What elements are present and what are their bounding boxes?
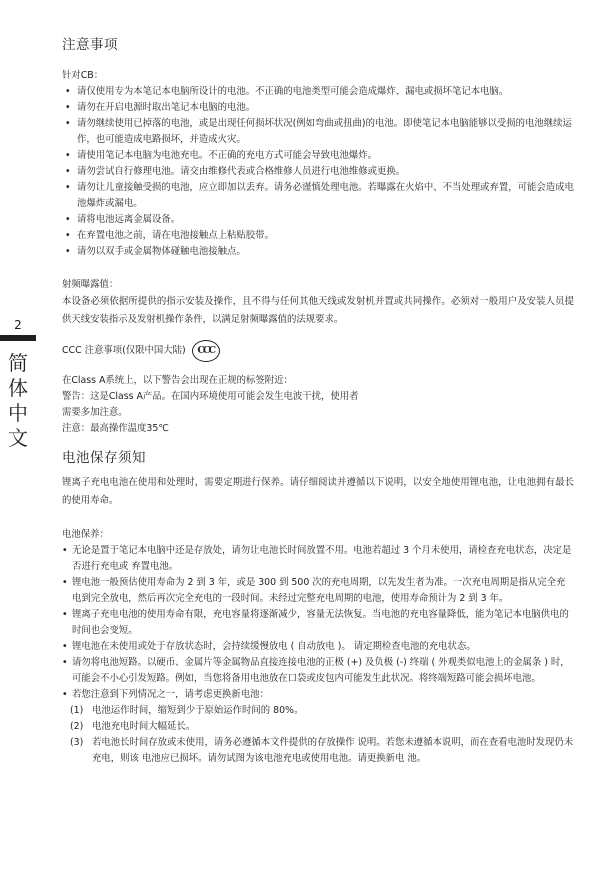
cb-heading: 针对CB： — [62, 70, 104, 81]
list-item: • 请勿在开启电源时取出笔记本电脑的电池。 — [62, 100, 574, 116]
list-item: • 请勿尝试自行修理电池。请交由维修代表或合格维修人员进行电池维修或更换。 — [62, 164, 574, 180]
item-number: (1) — [70, 705, 84, 716]
cb-list — [62, 84, 574, 260]
rf-text: 本设备必须依据所提供的指示安装及操作，且不得与任何其他天线或发射机并置或共同操作。必须对一般用户及安装人员提供天线安装指示及发射机操作条件，以满足射频曝露值的法规要求。 — [62, 296, 574, 325]
battery-intro: 锂离子充电电池在使用和处理时，需要定期进行保养。请仔细阅读并遵循以下说明，以安全地使用锂电池，让电池拥有最长的使用寿命。 — [62, 477, 574, 506]
ccc-label: CCC 注意事项(仅限中国大陆) — [62, 345, 186, 356]
item-text: 若电池长时间存放或未使用，请务必遵循本文件提供的存放操作 说明。若您未遵循本说明，而在查看电池时发现仍未充电，则该 电池应已损坏。请勿试图为该电池充电或使用电池。请更换新电 池。 — [92, 737, 574, 764]
list-item — [62, 719, 574, 735]
list-item — [62, 703, 574, 719]
item-number: (3) — [70, 737, 84, 748]
side-tab — [0, 318, 36, 451]
class-a-line: 在Class A系统上，以下警告会出现在正规的标签附近： — [62, 375, 293, 386]
list-item: • 请勿以双手或金属物体碰触电池接触点。 — [62, 244, 574, 260]
ccc-notice — [62, 340, 574, 362]
list-item: • 请将电池远离金属设备。 — [62, 212, 574, 228]
list-item: • 请使用笔记本电脑为电池充电。不正确的充电方式可能会导致电池爆炸。 — [62, 148, 574, 164]
replace-conditions-list — [62, 703, 574, 767]
page-number: 2 — [14, 318, 22, 332]
section-marker-bar — [0, 335, 36, 341]
list-item: • 无论是置于笔记本电脑中还是存放处，请勿让电池长时间放置不用。电池若超过 3 个月未使用，请检查充电状态，决定是否进行充电或 弃置电池。 — [62, 543, 574, 575]
list-item: • 请勿继续使用已掉落的电池，或是出现任何损坏状况(例如弯曲或扭曲)的电池。即使笔记本电脑能够以受损的电池继续运作，也可能造成电路损坏，并造成火灾。 — [62, 116, 574, 148]
list-item: • 请仅使用专为本笔记本电脑所设计的电池。不正确的电池类型可能会造成爆炸、漏电或损坏笔记本电脑。 — [62, 84, 574, 100]
language-label-char: 简 — [8, 351, 28, 375]
item-text: 电池充电时间大幅延长。 — [92, 721, 196, 732]
ccc-logo: CCC — [192, 340, 220, 362]
language-label-char: 体 — [8, 376, 28, 400]
class-a-line: 注意：最高操作温度35℃ — [62, 423, 169, 434]
battery-care-heading: 电池保养： — [62, 529, 109, 540]
page-content — [62, 35, 574, 767]
list-item — [62, 735, 574, 767]
item-text: 电池运作时间，缩短到少于原始运作时间的 80%。 — [92, 705, 304, 716]
language-label-char: 中 — [8, 401, 28, 425]
list-item: • 锂电池一般预估使用寿命为 2 到 3 年，或是 300 到 500 次的充电周期，以先发生者为准。一次充电周期是指从完全充电到完全放电，然后再次完全充电的一段时间。未经过完整充电周期的电池，使用寿命预计为 2 到 3 年。 — [62, 575, 574, 607]
list-item: • 锂电池在未使用或处于存放状态时，会持续缓慢放电 ( 自动放电 )。 请定期检查电池的充电状态。 — [62, 639, 574, 655]
item-number: (2) — [70, 721, 84, 732]
list-item: • 请勿让儿童接触受损的电池，应立即加以丢弃。请务必谨慎处理电池。若曝露在火焰中、不当处理或弃置，可能会造成电池爆炸或漏电。 — [62, 180, 574, 212]
language-label — [0, 351, 36, 451]
language-label-char: 文 — [8, 426, 28, 450]
battery-care-list — [62, 543, 574, 703]
list-item: • 请勿将电池短路。以硬币、金属片等金属物品直接连接电池的正极 (+) 及负极 (-) 终端 ( 外观类似电池上的金属条 ) 时，可能会不小心引发短路。例如，当您将备用电池放在口袋或皮包内可能发生此状况。将终端短路可能会损坏电池。 — [62, 655, 574, 687]
list-item: • 若您注意到下列情况之一，请考虑更换新电池： — [62, 687, 574, 703]
class-a-line: 警告：这是Class A产品。在国内环境使用可能会发生电波干扰，使用者 — [62, 391, 359, 402]
list-item: • 在弃置电池之前，请在电池接触点上粘贴胶带。 — [62, 228, 574, 244]
class-a-line: 需要多加注意。 — [62, 407, 128, 418]
notes-title: 注意事项 — [62, 37, 118, 53]
rf-heading: 射频曝露值： — [62, 279, 119, 290]
list-item: • 锂离子充电电池的使用寿命有限，充电容量将逐渐减少，容量无法恢复。当电池的充电容量降低，能为笔记本电脑供电的时间也会变短。 — [62, 607, 574, 639]
battery-storage-title: 电池保存须知 — [62, 450, 146, 466]
